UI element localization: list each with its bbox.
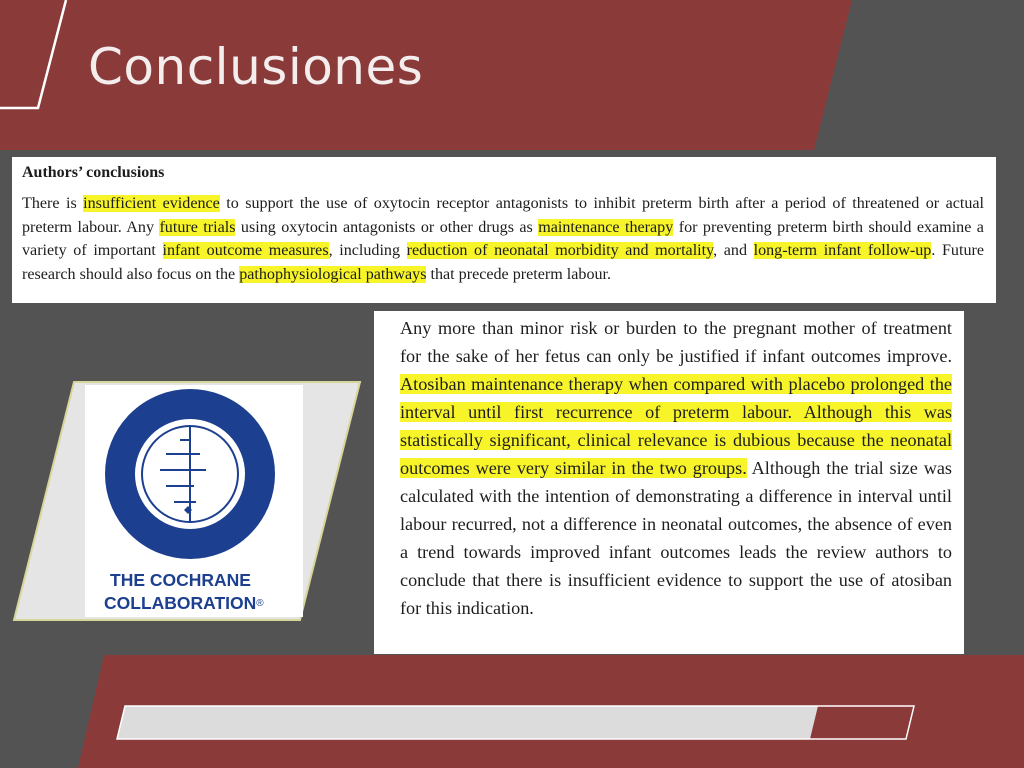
text-segment: There is [22,195,84,212]
logo-text-line-2 [104,592,264,615]
authors-conclusions-box [12,157,996,303]
text-segment: that precede preterm labour. [426,265,612,283]
text-segment: Any more than minor risk or burden to the pregnant mother of treatment for the sake of her fetus can only be justified if infant outcomes improve. [400,318,952,366]
text-segment: . Future research should also focus on the [22,242,984,283]
authors-conclusions-heading: Authors’ conclusions [22,164,165,181]
slide-title: Conclusiones [88,38,424,96]
highlighted-segment: Atosiban maintenance therapy when compared with placebo prolonged the interval until first recurrence of preterm labour. Although this was statistically significant, clinical relevance is dubious because the neonatal outcomes were very similar in the two groups. [400,374,952,478]
footer-bar [117,706,914,739]
logo-text-line-1: THE COCHRANE [110,570,251,590]
highlighted-segment: pathophysiological pathways [239,265,427,283]
logo-text-collaboration: COLLABORATION [104,593,257,613]
cochrane-emblem-icon [104,388,276,560]
registered-mark: ® [256,598,264,609]
text-segment: , and [713,242,754,259]
highlighted-segment: long-term infant follow-up [753,242,932,259]
highlighted-segment: infant outcome measures [162,242,329,259]
text-segment: Although the trial size was calculated with the intention of demonstrating a difference in interval until labour recurred, not a difference in neonatal outcomes, the absence of even a trend towards improved infant outcomes leads the review authors to conclude that there is insufficient evidence to support the use of atosiban for this indication. [400,458,952,618]
text-segment: , including [328,242,407,259]
text-segment: to support the use of oxytocin receptor antagonists to inhibit preterm birth after a period of threatened or actual preterm labour. Any [22,195,984,236]
footer-band [0,655,1024,768]
highlighted-segment: future trials [159,218,236,236]
highlighted-segment: reduction of neonatal morbidity and mortality [406,242,714,259]
text-segment: using oxytocin antagonists or other drugs as [235,218,539,236]
quote-box [374,311,964,654]
text-segment: for preventing preterm birth should examine a variety of important [22,218,984,259]
footer-bar-end [810,706,914,739]
highlighted-segment: maintenance therapy [538,218,674,236]
highlighted-segment: insufficient evidence [83,195,220,212]
quote-text [400,314,952,622]
authors-conclusions-text [22,192,984,286]
